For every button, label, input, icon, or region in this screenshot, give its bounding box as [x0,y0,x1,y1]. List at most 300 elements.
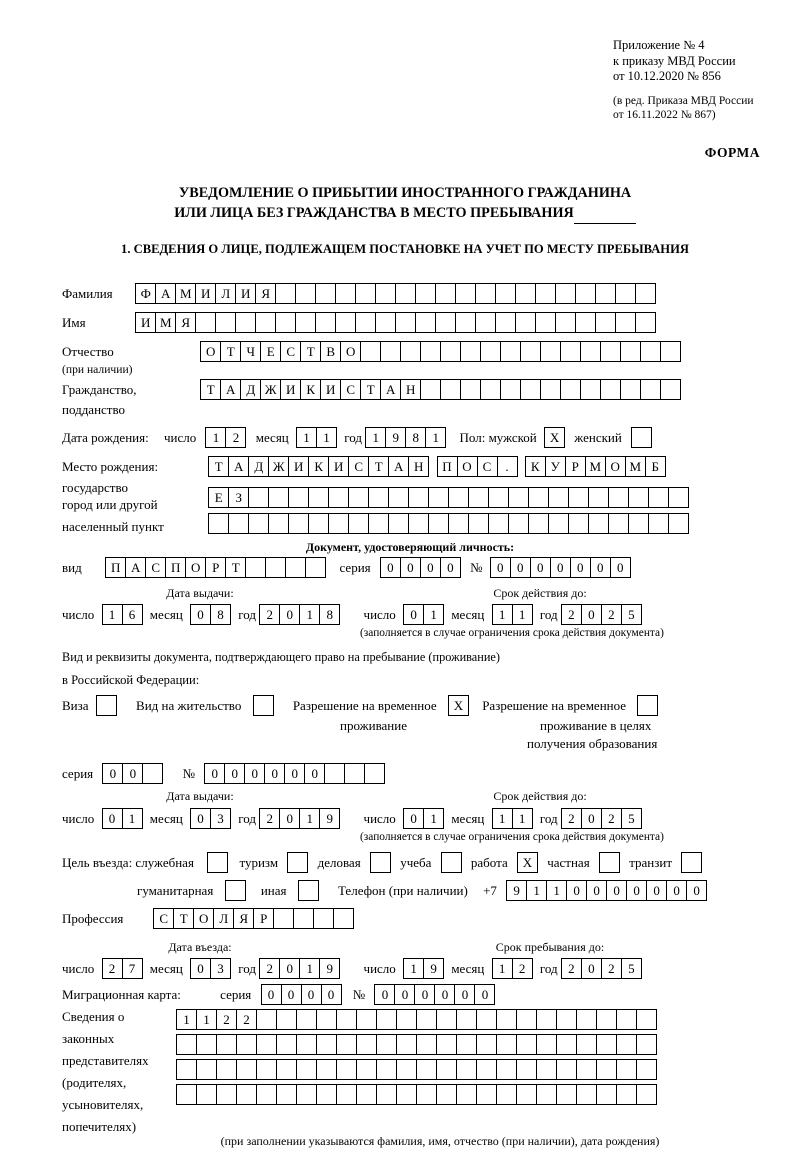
char-cell[interactable]: 1 [423,808,444,829]
char-cell[interactable]: А [155,283,176,304]
char-cell[interactable] [536,1009,557,1030]
char-cell[interactable] [636,1009,657,1030]
char-cell[interactable]: 5 [621,604,642,625]
char-cell[interactable] [536,1084,557,1105]
stay-issue-day-input[interactable] [102,808,143,829]
char-cell[interactable]: 2 [561,604,582,625]
char-cell[interactable] [248,487,269,508]
char-cell[interactable] [500,379,521,400]
char-cell[interactable] [335,312,356,333]
char-cell[interactable]: 0 [301,984,322,1005]
stay-number-input[interactable] [204,763,385,784]
char-cell[interactable]: Я [255,283,276,304]
purpose-business-checkbox[interactable] [370,852,391,873]
birth-city-input-2[interactable] [208,487,689,508]
char-cell[interactable] [600,379,621,400]
char-cell[interactable]: 1 [299,604,320,625]
char-cell[interactable]: Н [408,456,429,477]
char-cell[interactable] [548,487,569,508]
birth-place-tail2-input[interactable] [525,456,666,477]
stay-until-year-input[interactable] [561,958,642,979]
char-cell[interactable] [516,1009,537,1030]
char-cell[interactable]: 9 [506,880,527,901]
char-cell[interactable] [333,908,354,929]
char-cell[interactable]: К [308,456,329,477]
char-cell[interactable] [408,487,429,508]
char-cell[interactable] [435,283,456,304]
char-cell[interactable]: 0 [510,557,531,578]
stay-until-day-input[interactable] [403,958,444,979]
char-cell[interactable]: 2 [216,1009,237,1030]
char-cell[interactable]: С [280,341,301,362]
char-cell[interactable]: О [200,341,221,362]
char-cell[interactable]: 1 [526,880,547,901]
char-cell[interactable]: Д [240,379,261,400]
char-cell[interactable] [440,341,461,362]
char-cell[interactable] [268,487,289,508]
char-cell[interactable]: З [228,487,249,508]
char-cell[interactable]: Я [175,312,196,333]
char-cell[interactable]: 0 [570,557,591,578]
char-cell[interactable]: 9 [319,808,340,829]
char-cell[interactable] [235,312,256,333]
char-cell[interactable]: Н [400,379,421,400]
char-cell[interactable] [368,513,389,534]
char-cell[interactable] [256,1009,277,1030]
char-cell[interactable] [336,1009,357,1030]
char-cell[interactable]: 1 [316,427,337,448]
stay-valid-month-input[interactable] [492,808,533,829]
char-cell[interactable] [540,341,561,362]
char-cell[interactable] [356,1009,377,1030]
char-cell[interactable] [295,283,316,304]
char-cell[interactable] [375,312,396,333]
char-cell[interactable]: 0 [244,763,265,784]
char-cell[interactable]: 0 [414,984,435,1005]
char-cell[interactable]: К [300,379,321,400]
char-cell[interactable]: Б [645,456,666,477]
char-cell[interactable] [216,1034,237,1055]
stay-issue-year-input[interactable] [259,808,340,829]
char-cell[interactable] [265,557,286,578]
char-cell[interactable]: Л [213,908,234,929]
purpose-study-checkbox[interactable] [441,852,462,873]
char-cell[interactable] [516,1084,537,1105]
edu-residence-checkbox[interactable] [637,695,658,716]
char-cell[interactable] [420,341,441,362]
sex-female-checkbox[interactable] [631,427,652,448]
char-cell[interactable]: Т [368,456,389,477]
char-cell[interactable] [273,908,294,929]
char-cell[interactable] [436,1034,457,1055]
char-cell[interactable]: 0 [581,808,602,829]
char-cell[interactable] [420,379,441,400]
char-cell[interactable]: Р [205,557,226,578]
char-cell[interactable] [456,1084,477,1105]
char-cell[interactable] [336,1084,357,1105]
document-kind-input[interactable] [105,557,326,578]
char-cell[interactable]: 0 [403,808,424,829]
document-valid-year-input[interactable] [561,604,642,625]
char-cell[interactable]: 0 [490,557,511,578]
char-cell[interactable]: 9 [423,958,444,979]
char-cell[interactable]: 0 [474,984,495,1005]
char-cell[interactable] [628,487,649,508]
char-cell[interactable]: 0 [606,880,627,901]
char-cell[interactable] [276,1034,297,1055]
stay-until-month-input[interactable] [492,958,533,979]
char-cell[interactable]: 0 [550,557,571,578]
char-cell[interactable]: 5 [621,958,642,979]
temp-residence-checkbox[interactable]: Х [448,695,469,716]
char-cell[interactable]: 0 [440,557,461,578]
char-cell[interactable] [576,1084,597,1105]
char-cell[interactable]: Т [220,341,241,362]
char-cell[interactable] [556,1034,577,1055]
char-cell[interactable]: А [220,379,241,400]
char-cell[interactable] [548,513,569,534]
char-cell[interactable]: О [185,557,206,578]
char-cell[interactable]: Т [300,341,321,362]
char-cell[interactable] [620,379,641,400]
char-cell[interactable]: Р [565,456,586,477]
char-cell[interactable] [275,312,296,333]
char-cell[interactable] [196,1034,217,1055]
stay-valid-day-input[interactable] [403,808,444,829]
profession-input[interactable] [153,908,354,929]
char-cell[interactable]: И [195,283,216,304]
char-cell[interactable]: С [153,908,174,929]
char-cell[interactable]: И [135,312,156,333]
char-cell[interactable] [556,1059,577,1080]
char-cell[interactable]: 2 [259,958,280,979]
char-cell[interactable] [635,312,656,333]
document-issue-month-input[interactable] [190,604,231,625]
char-cell[interactable] [336,1059,357,1080]
sex-male-checkbox[interactable]: Х [544,427,565,448]
char-cell[interactable] [400,341,421,362]
char-cell[interactable]: 0 [279,808,300,829]
char-cell[interactable] [376,1009,397,1030]
char-cell[interactable]: 0 [374,984,395,1005]
char-cell[interactable]: 0 [454,984,475,1005]
surname-input[interactable] [135,283,656,304]
char-cell[interactable]: 0 [590,557,611,578]
char-cell[interactable] [285,557,306,578]
char-cell[interactable]: М [585,456,606,477]
entry-day-input[interactable] [102,958,143,979]
char-cell[interactable] [596,1059,617,1080]
legal-rep-input-3[interactable] [176,1059,657,1080]
char-cell[interactable] [245,557,266,578]
char-cell[interactable]: И [328,456,349,477]
char-cell[interactable] [580,379,601,400]
char-cell[interactable]: 2 [259,604,280,625]
purpose-tourism-checkbox[interactable] [287,852,308,873]
birth-year-input[interactable] [365,427,446,448]
char-cell[interactable]: 1 [122,808,143,829]
char-cell[interactable] [516,1034,537,1055]
char-cell[interactable] [476,1059,497,1080]
citizenship-input[interactable] [200,379,681,400]
char-cell[interactable] [236,1084,257,1105]
char-cell[interactable] [176,1084,197,1105]
char-cell[interactable] [560,341,581,362]
char-cell[interactable] [256,1034,277,1055]
char-cell[interactable] [668,513,689,534]
char-cell[interactable]: 0 [321,984,342,1005]
char-cell[interactable] [596,1084,617,1105]
char-cell[interactable] [480,341,501,362]
char-cell[interactable]: 0 [102,808,123,829]
legal-rep-input-2[interactable] [176,1034,657,1055]
migration-series-input[interactable] [261,984,342,1005]
char-cell[interactable] [396,1009,417,1030]
char-cell[interactable] [496,1009,517,1030]
char-cell[interactable]: 1 [102,604,123,625]
char-cell[interactable] [196,1059,217,1080]
char-cell[interactable]: 1 [196,1009,217,1030]
char-cell[interactable] [515,312,536,333]
char-cell[interactable] [316,1059,337,1080]
char-cell[interactable]: 0 [261,984,282,1005]
char-cell[interactable] [480,379,501,400]
char-cell[interactable] [288,513,309,534]
char-cell[interactable]: 0 [122,763,143,784]
char-cell[interactable] [636,1084,657,1105]
char-cell[interactable] [256,1059,277,1080]
char-cell[interactable] [476,1084,497,1105]
purpose-official-checkbox[interactable] [207,852,228,873]
char-cell[interactable]: А [228,456,249,477]
char-cell[interactable] [236,1034,257,1055]
char-cell[interactable] [176,1059,197,1080]
char-cell[interactable]: 1 [365,427,386,448]
char-cell[interactable] [296,1059,317,1080]
char-cell[interactable]: 1 [403,958,424,979]
char-cell[interactable] [588,513,609,534]
birth-city-input-3[interactable] [208,513,689,534]
char-cell[interactable]: П [105,557,126,578]
char-cell[interactable] [380,341,401,362]
char-cell[interactable]: 7 [122,958,143,979]
char-cell[interactable] [388,487,409,508]
char-cell[interactable] [535,312,556,333]
char-cell[interactable]: С [340,379,361,400]
char-cell[interactable] [556,1009,577,1030]
char-cell[interactable] [556,1084,577,1105]
char-cell[interactable] [520,341,541,362]
char-cell[interactable]: Я [233,908,254,929]
char-cell[interactable] [276,1084,297,1105]
char-cell[interactable]: 2 [561,958,582,979]
document-issue-year-input[interactable] [259,604,340,625]
char-cell[interactable] [395,283,416,304]
char-cell[interactable] [496,1059,517,1080]
char-cell[interactable] [142,763,163,784]
char-cell[interactable] [215,312,236,333]
char-cell[interactable]: . [497,456,518,477]
char-cell[interactable]: 0 [204,763,225,784]
birth-day-input[interactable] [205,427,246,448]
char-cell[interactable] [536,1059,557,1080]
char-cell[interactable]: 1 [176,1009,197,1030]
char-cell[interactable]: 1 [296,427,317,448]
document-series-input[interactable] [380,557,461,578]
stay-valid-year-input[interactable] [561,808,642,829]
char-cell[interactable] [648,513,669,534]
char-cell[interactable]: 1 [512,808,533,829]
char-cell[interactable]: 1 [299,808,320,829]
char-cell[interactable] [495,312,516,333]
char-cell[interactable]: 0 [102,763,123,784]
char-cell[interactable] [456,1009,477,1030]
document-number-input[interactable] [490,557,631,578]
char-cell[interactable]: 1 [425,427,446,448]
char-cell[interactable] [636,1059,657,1080]
char-cell[interactable]: 1 [546,880,567,901]
char-cell[interactable]: С [348,456,369,477]
char-cell[interactable]: 0 [304,763,325,784]
residence-permit-checkbox[interactable] [253,695,274,716]
char-cell[interactable]: С [477,456,498,477]
char-cell[interactable] [436,1009,457,1030]
char-cell[interactable] [496,1034,517,1055]
char-cell[interactable]: И [235,283,256,304]
char-cell[interactable] [316,1084,337,1105]
char-cell[interactable]: А [125,557,146,578]
char-cell[interactable] [555,312,576,333]
char-cell[interactable]: 0 [281,984,302,1005]
char-cell[interactable]: И [288,456,309,477]
char-cell[interactable] [540,379,561,400]
char-cell[interactable] [456,1034,477,1055]
char-cell[interactable] [500,341,521,362]
char-cell[interactable]: 1 [492,604,513,625]
char-cell[interactable] [415,283,436,304]
char-cell[interactable] [228,513,249,534]
char-cell[interactable] [588,487,609,508]
char-cell[interactable] [308,487,329,508]
char-cell[interactable] [596,1009,617,1030]
char-cell[interactable] [468,513,489,534]
stay-issue-month-input[interactable] [190,808,231,829]
char-cell[interactable] [460,379,481,400]
char-cell[interactable] [196,1084,217,1105]
char-cell[interactable]: О [457,456,478,477]
patronymic-input[interactable] [200,341,681,362]
char-cell[interactable] [596,1034,617,1055]
char-cell[interactable] [316,1009,337,1030]
char-cell[interactable]: 0 [380,557,401,578]
char-cell[interactable] [428,487,449,508]
char-cell[interactable]: В [320,341,341,362]
char-cell[interactable] [305,557,326,578]
stay-series-input[interactable] [102,763,163,784]
char-cell[interactable] [528,487,549,508]
char-cell[interactable]: И [320,379,341,400]
char-cell[interactable] [216,1084,237,1105]
char-cell[interactable]: О [340,341,361,362]
char-cell[interactable]: 0 [279,604,300,625]
char-cell[interactable]: 0 [434,984,455,1005]
char-cell[interactable] [375,283,396,304]
char-cell[interactable] [515,283,536,304]
char-cell[interactable] [635,283,656,304]
char-cell[interactable]: 9 [319,958,340,979]
char-cell[interactable]: А [388,456,409,477]
char-cell[interactable] [248,513,269,534]
birth-month-input[interactable] [296,427,337,448]
char-cell[interactable]: Д [248,456,269,477]
char-cell[interactable] [520,379,541,400]
char-cell[interactable] [495,283,516,304]
birth-state-input[interactable] [208,456,429,477]
char-cell[interactable] [575,283,596,304]
char-cell[interactable]: Ж [260,379,281,400]
char-cell[interactable] [475,312,496,333]
char-cell[interactable]: Ж [268,456,289,477]
char-cell[interactable]: 6 [122,604,143,625]
char-cell[interactable] [416,1009,437,1030]
char-cell[interactable]: 5 [621,808,642,829]
char-cell[interactable] [528,513,549,534]
char-cell[interactable] [376,1059,397,1080]
char-cell[interactable] [488,513,509,534]
char-cell[interactable] [364,763,385,784]
entry-year-input[interactable] [259,958,340,979]
char-cell[interactable]: 2 [225,427,246,448]
char-cell[interactable] [608,487,629,508]
char-cell[interactable]: К [525,456,546,477]
char-cell[interactable] [295,312,316,333]
char-cell[interactable]: 0 [190,808,211,829]
char-cell[interactable] [296,1034,317,1055]
legal-rep-input-4[interactable] [176,1084,657,1105]
char-cell[interactable] [356,1034,377,1055]
char-cell[interactable] [568,487,589,508]
char-cell[interactable]: 0 [581,604,602,625]
char-cell[interactable] [415,312,436,333]
char-cell[interactable] [615,283,636,304]
char-cell[interactable] [316,1034,337,1055]
entry-month-input[interactable] [190,958,231,979]
char-cell[interactable]: П [165,557,186,578]
char-cell[interactable] [324,763,345,784]
char-cell[interactable] [476,1009,497,1030]
char-cell[interactable] [255,312,276,333]
char-cell[interactable] [336,1034,357,1055]
char-cell[interactable]: 0 [586,880,607,901]
char-cell[interactable]: Е [260,341,281,362]
char-cell[interactable]: 0 [224,763,245,784]
char-cell[interactable]: 1 [492,958,513,979]
char-cell[interactable] [580,341,601,362]
char-cell[interactable]: 0 [610,557,631,578]
char-cell[interactable] [575,312,596,333]
char-cell[interactable] [315,283,336,304]
char-cell[interactable] [640,341,661,362]
char-cell[interactable] [568,513,589,534]
char-cell[interactable] [376,1084,397,1105]
char-cell[interactable] [660,379,681,400]
char-cell[interactable] [595,312,616,333]
purpose-other-checkbox[interactable] [298,880,319,901]
char-cell[interactable]: Л [215,283,236,304]
char-cell[interactable]: С [145,557,166,578]
char-cell[interactable] [396,1034,417,1055]
char-cell[interactable]: П [437,456,458,477]
